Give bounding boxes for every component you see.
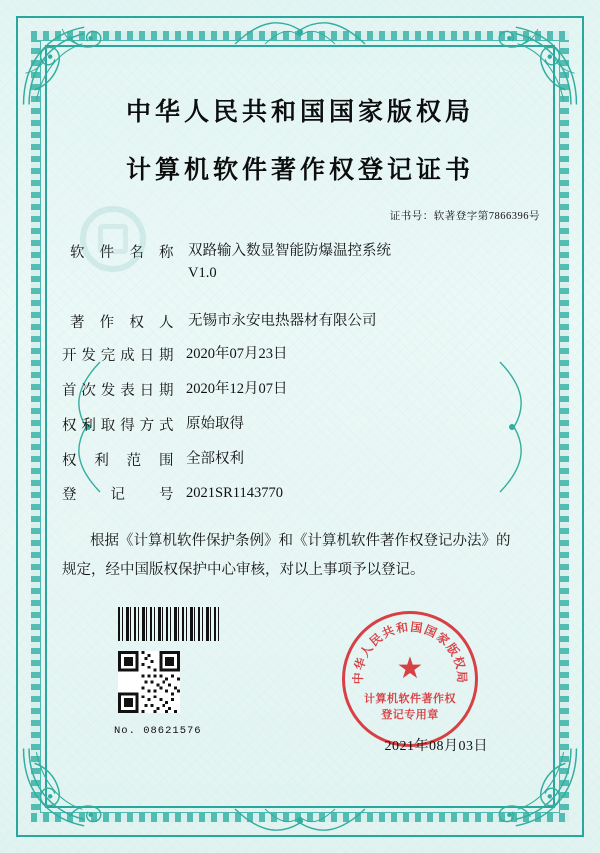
issuer-title: 中华人民共和国国家版权局 [125,99,474,126]
field-value: 全部权利 [186,450,244,467]
certificate-number-label: 证书号： [389,211,434,222]
seal-star-icon: ★ [396,652,424,685]
seal-text-line2: 登记专用章 [381,708,439,721]
field-value: 2020年12月07日 [186,381,288,397]
field-label: 登记号 [62,487,174,504]
software-name-line2: V1.0 [188,264,217,281]
qr-code-image [118,651,180,713]
field-label: 首次发表日期 [62,383,174,399]
field-value: 2021SR1143770 [186,485,283,502]
certificate-number-value: 软著登字第7866396号 [433,211,540,222]
seal-text-line1: 计算机软件著作权 [364,693,456,705]
field-label: 开发完成日期 [62,348,174,365]
certificate-footer [56,607,544,767]
official-seal [342,611,478,747]
field-label: 权利范围 [62,452,174,469]
certificate-content [56,56,544,797]
issue-date: 2021年08月03日 [384,739,488,754]
field-label: 软件名称 [70,245,174,261]
edge-ornament-icon [225,14,375,48]
document-serial-number: No. 08621576 [114,725,202,737]
field-value: 2020年07月23日 [186,346,288,363]
field-value [188,241,391,285]
field-rights-scope [62,449,544,471]
field-registration-number [62,483,544,505]
emblem-watermark [80,206,146,272]
field-value: 无锡市永安电热器材有限公司 [188,312,377,329]
field-first-publish-date [62,379,544,401]
svg-text:中华人民共和国国家版权局: 中华人民共和国国家版权局 [351,619,469,685]
detail-fields [56,344,544,505]
software-name-line1: 双路输入数显智能防爆温控系统 [188,243,391,259]
field-rights-acquisition [62,414,544,436]
edge-ornament-icon [225,805,375,839]
seal-text [345,692,475,724]
statement-line-2: 规定，经中国版权保护中心审核，对以上事项予以登记。 [62,562,425,578]
legal-statement [56,527,544,585]
field-copyright-owner [70,311,544,333]
certificate-title: 计算机软件著作权登记证书 [125,157,474,184]
field-label: 著作权人 [70,314,174,331]
barcode-image [118,607,222,641]
field-value: 原始取得 [186,415,244,432]
field-label: 权利取得方式 [62,417,174,434]
field-development-date [62,344,544,366]
statement-line-1: 根据《计算机软件保护条例》和《计算机软件著作权登记办法》的 [90,533,511,549]
